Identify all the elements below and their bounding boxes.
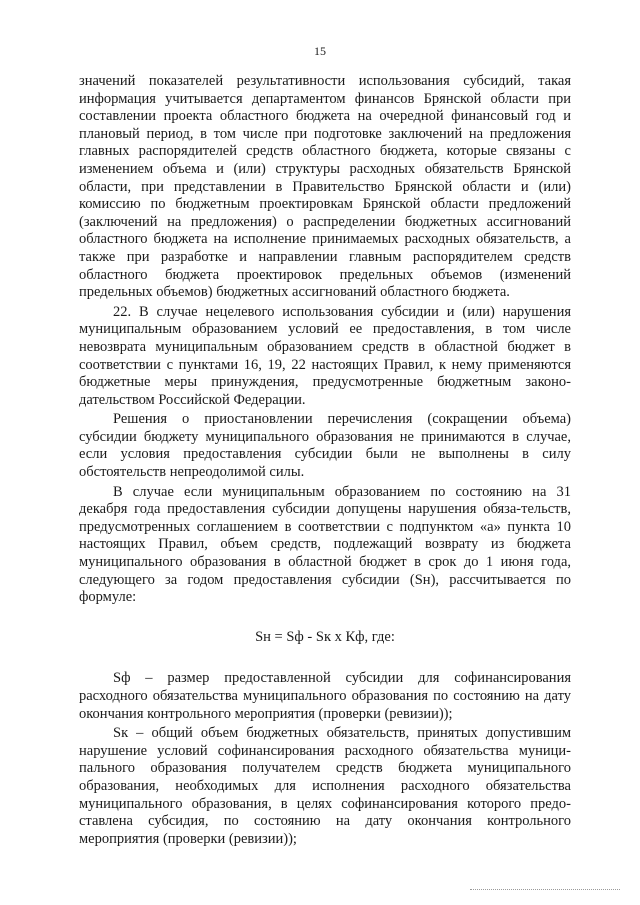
paragraph-continuation: значений показателей результативности использования субсидий, такая информация учитывается департаментом финансов Брянской области при составлении проекта областного бюджета на очередной финансовый год и плановый период, в том числе при подготовке заключений на предложения главных распорядителей средств областного бюджета, которые связаны с изменением объема и (или) структуры расходных обязательств Брянской области, при представлении в Правительство Брянской области и (или) комиссию по бюджетным проектировкам Брянской области предложений (заключений на предложения) о распределении бюджетных ассигнований областного бюджета на исполнение принимаемых расходных обязательств, а также при разработке и направлении главным распорядителем средств областного бюджета проектировок предельных объемов (изменений предельных объемов) бюджетных ассигнований областного бюджета. xyxy=(79,73,571,301)
footer-dotted-rule xyxy=(470,889,620,890)
paragraph-22: 22. В случае нецелевого использования субсидии и (или) нарушения муниципальным образованием условий ее предоставления, в том числе невозврата муниципальным образованием средств в областной бюджет в соответствии с пунктами 16, 19, 22 настоящих Правил, к нему применяются бюджетные меры принуждения, предусмотренные бюджетным законо-дательством Российской Федерации. xyxy=(79,303,571,408)
paragraph-return-calculation: В случае если муниципальным образованием по состоянию на 31 декабря года предоставления субсидии допущены нарушения обяза-тельств, предусмотренных соглашением в соответствии с подпунктом «а» пункта 10 настоящих Правил, объем средств, подлежащий возврату из бюджета муниципального образования в областной бюджет в срок до 1 июня года, следующего за годом предоставления субсидии (Sн), рассчитывается по формуле: xyxy=(79,483,571,606)
definition-sf: Sф – размер предоставленной субсидии для софинансирования расходного обязательства муниципального образования по состоянию на дату окончания контрольного мероприятия (проверки (ревизии)); xyxy=(79,670,571,722)
document-body xyxy=(79,73,571,850)
paragraph-force-majeure: Решения о приостановлении перечисления (сокращении объема) субсидии бюджету муниципального образования не принимаются в случае, если условия предоставления субсидии были не выполнены в силу обстоятельств непреодолимой силы. xyxy=(79,411,571,481)
definition-sk: Sк – общий объем бюджетных обязательств, принятых допустившим нарушение условий софинансирования расходного обязательства муници-пального образования получателем средств бюджета муниципального образования, необходимых для исполнения расходного обязательства муниципального образования, в целях софинансирования которого предо-ставлена субсидия, по состоянию на дату окончания контрольного мероприятия (проверки (ревизии)); xyxy=(79,725,571,847)
formula: Sн = Sф - Sк х Кф, где: xyxy=(255,628,395,645)
page-number: 15 xyxy=(314,44,326,58)
